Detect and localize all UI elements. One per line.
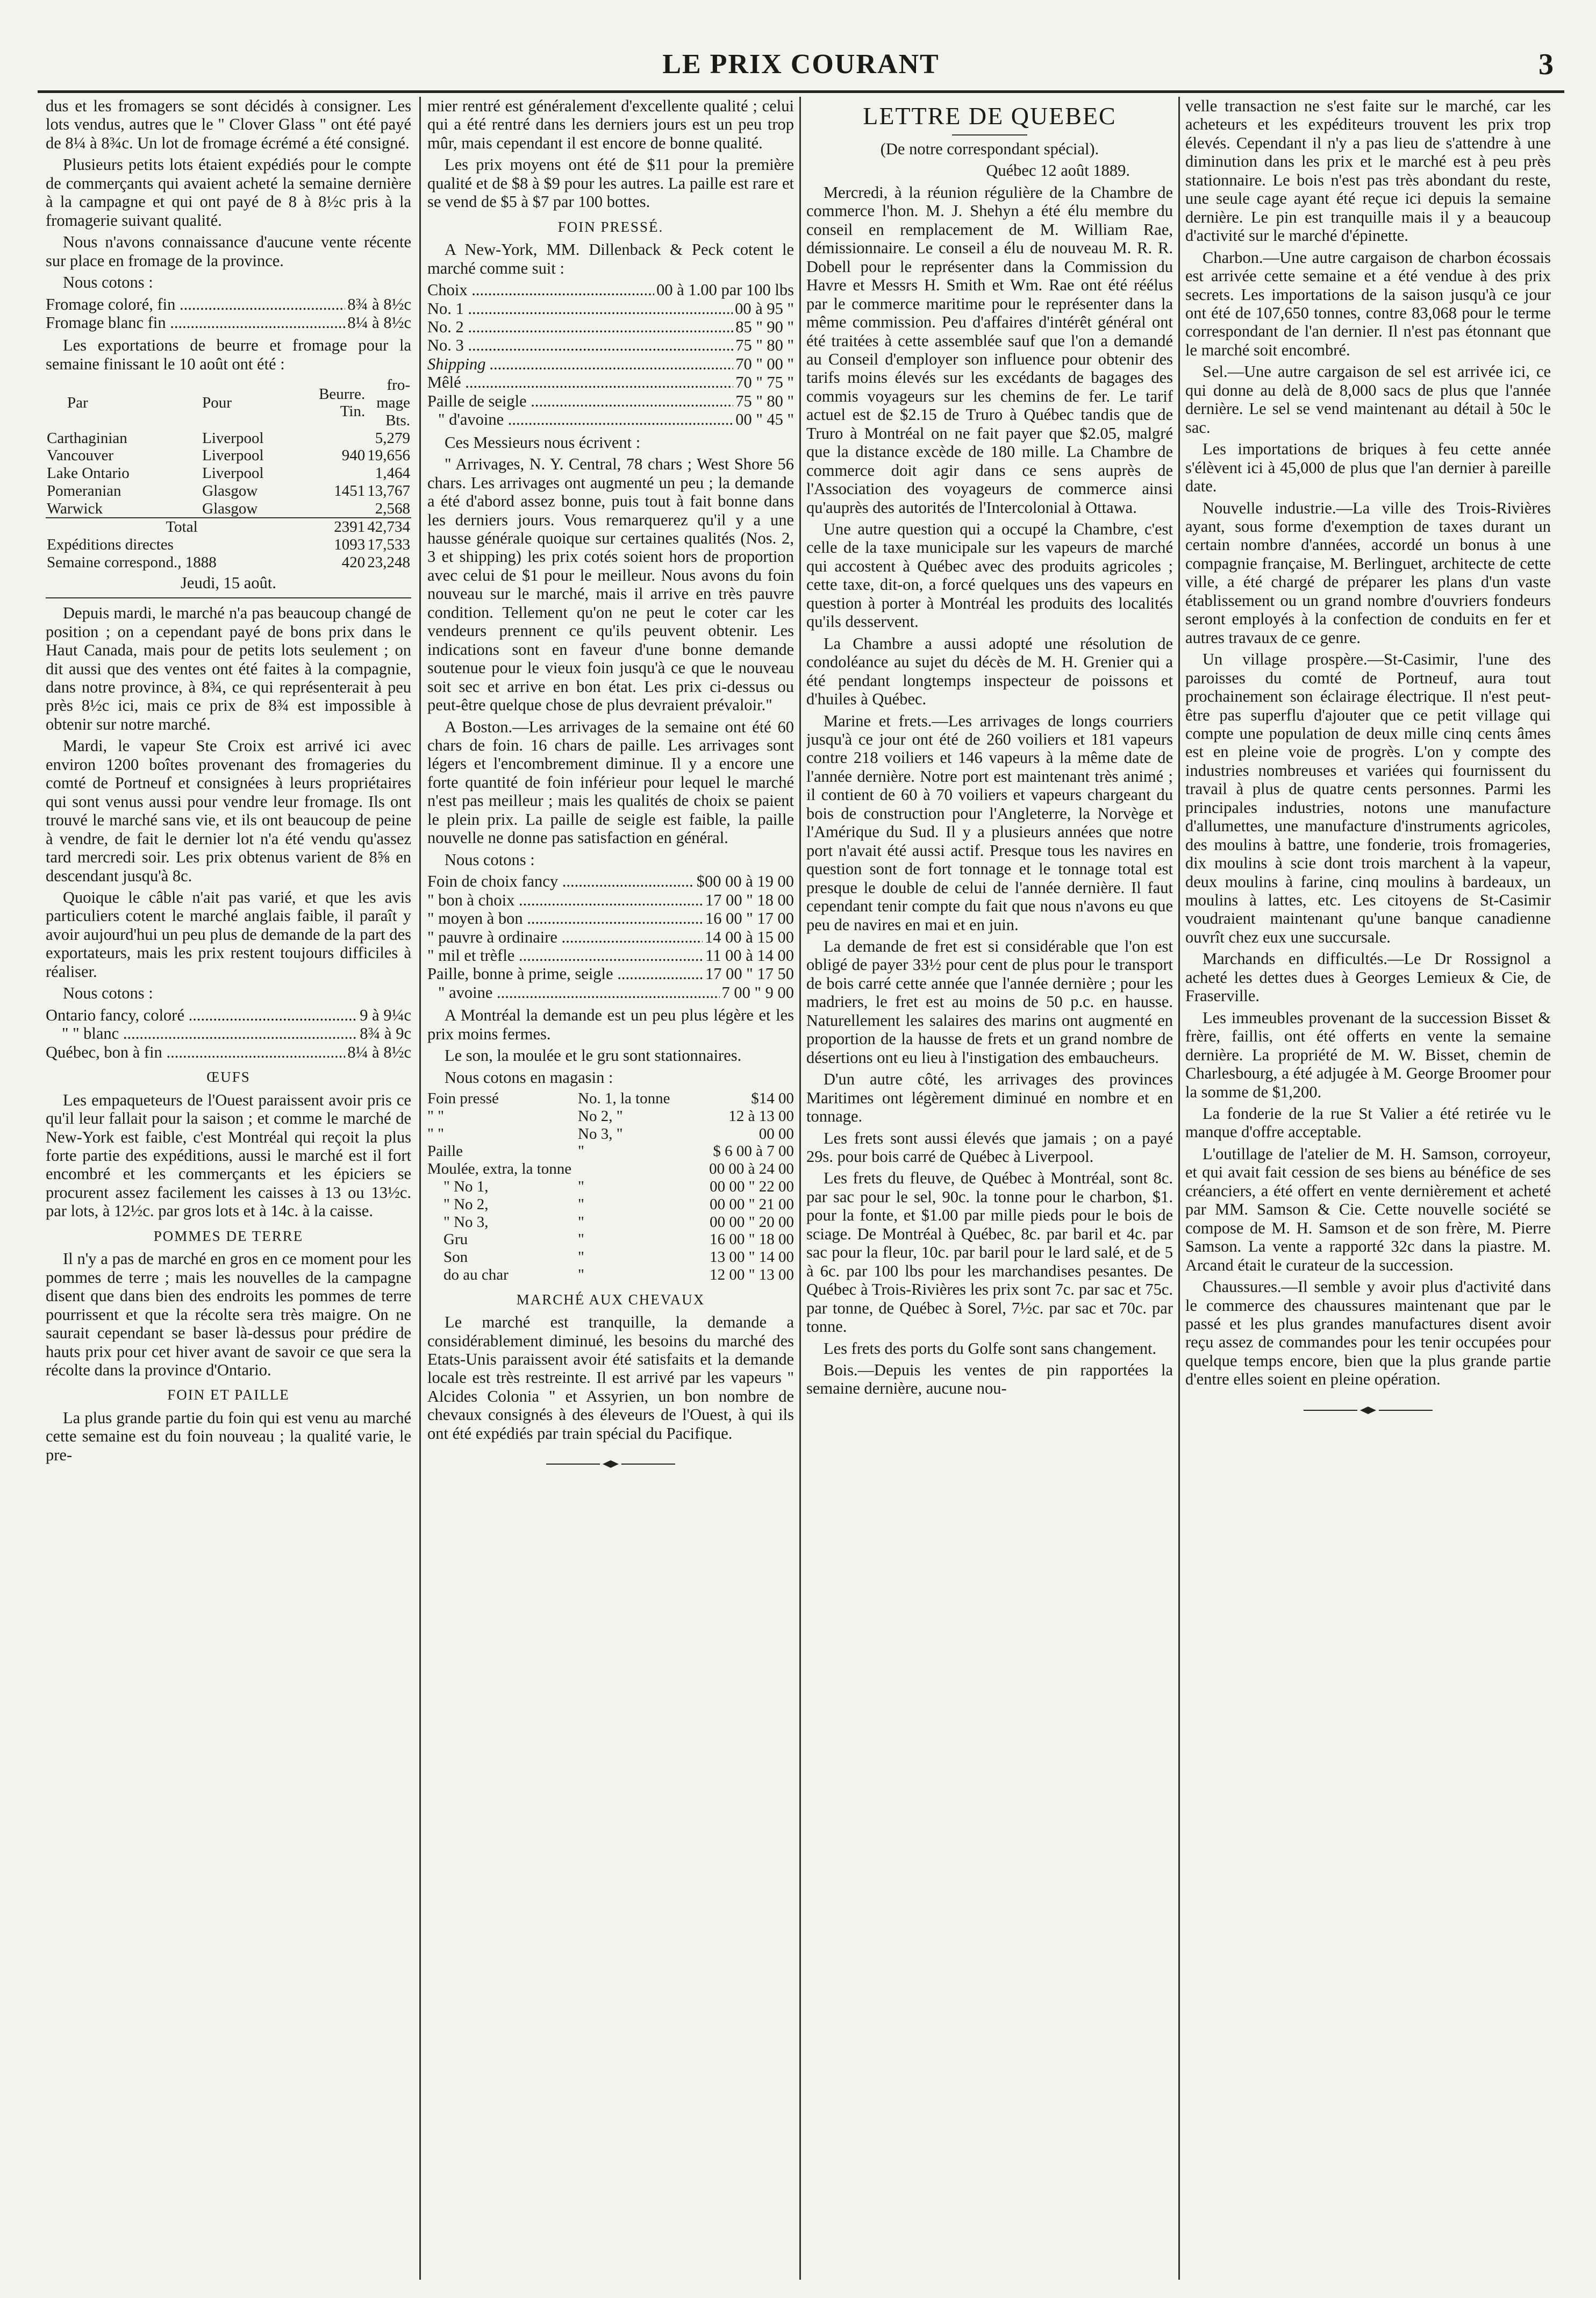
price-table	[427, 1090, 794, 1283]
paragraph: Mercredi, à la réunion régulière de la Chambre de commerce l'hon. M. J. Shehyn a été élu membre du conseil en remplacement de M. William Rae, démissionnaire. Le conseil a élu de nouveau M. R. R. Dobell pour le représenter dans la Commission du Havre et Messrs H. Smith et Wm. Rae ont été réélus par le commerce maritime pour le représenter dans la même commission. Peu d'affaires d'intérêt général ont été traitées à cette assemblée sauf que l'on a demandé au Conseil d'employer son influence pour obtenir des tarifs moins élevés sur les excédants de bagages des commis voyageurs sur les chemins de fer. Le tarif actuel est de $2.15 de Truro à Québec tandis que de Truro à Montréal on ne fait payer que $2.05, malgré que la distance excède de 180 mille. La Chambre de commerce doit agir dans ce sens auprès de l'Association des voyageurs de commerce ainsi qu'auprès des autorités de l'Intercolonial à Ottawa.	[806, 183, 1173, 517]
table-row: " No 2, " 00 00 " 21 00	[443, 1195, 794, 1213]
table-row: do au char " 12 00 " 13 00	[443, 1266, 794, 1283]
ornament-divider	[427, 1455, 794, 1474]
paragraph: A New-York, MM. Dillenback & Peck cotent le marché comme suit :	[427, 240, 794, 277]
ornament-icon	[1304, 1405, 1433, 1416]
price-row: Fromage blanc fin ..... 8¼ à 8½c	[46, 313, 411, 332]
paragraph: Bois.—Depuis les ventes de pin rapportées la semaine dernière, aucune nou-	[806, 1360, 1173, 1398]
paragraph: La fonderie de la rue St Valier a été retirée vu le manque d'offre acceptable.	[1185, 1104, 1551, 1141]
ornament-divider	[1185, 1402, 1551, 1420]
paragraph: Les importations de briques à feu cette année s'élèvent ici à 45,000 de plus que l'an dernier à pareille date.	[1185, 440, 1551, 496]
paragraph: Chaussures.—Il semble y avoir plus d'activité dans le commerce des chaussures maintenant que par le passé et les plus grandes manufactures disent avoir reçu assez de commandes pour les tenir occupées pour quelque temps encore, bien que la plus grande partie d'entre elles soient en pleine opération.	[1185, 1278, 1551, 1389]
price-row: " pauvre à ordinaire ..... 14 00 à 15 00	[427, 928, 794, 946]
price-row: " bon à choix ..... 17 00 " 18 00	[427, 891, 794, 909]
price-row: " mil et trèfle ..... 11 00 à 14 00	[427, 946, 794, 965]
cotons-label: Nous cotons :	[63, 984, 153, 1003]
section-heading: FOIN PRESSÉ.	[557, 218, 664, 235]
table-total-row: Total 2391 42,734	[46, 518, 411, 536]
table-row: Semaine correspond., 1888 420 23,248	[47, 554, 410, 571]
price-row: Choix ..... 00 à 1.00 par 100 lbs	[427, 281, 794, 299]
price-row: Paille, bonne à prime, seigle ..... 17 00 " 17 50	[427, 965, 794, 983]
table-row: Moulée, extra, la tonne 00 00 à 24 00	[427, 1160, 794, 1178]
section-heading: FOIN ET PAILLE	[167, 1387, 290, 1403]
paragraph: Les empaqueteurs de l'Ouest paraissent avoir pris ce qu'il leur fallait pour la saison ; et comme le marché de New-York est faible, c'est Montréal qui reçoit la plus forte partie des expéditions, aussi le marché est il fort encombré et les commerçants et les épiciers se procurent assez facilement les caisses à 13 ou 13½c. par lots, à 12½c. par gros lots et à 14c. à la caisse.	[46, 1090, 411, 1221]
paragraph: Le marché est tranquille, la demande a considérablement diminué, les besoins du marché des Etats-Unis paraissent avoir été satisfaits et la demande locale est très restreinte. Il est arrivé par les vapeurs " Alcides Colonia " et Assyrien, un bon nombre de chevaux consignés à des éleveurs de l'Ouest, à qui ils ont été expédiés par train spécial du Pacifique.	[427, 1313, 794, 1443]
paragraph: Charbon.—Une autre cargaison de charbon écossais est arrivée cette semaine et a été vendue à des prix secrets. Les importations de la saison jusqu'à ce jour ont été de 107,650 tonnes, contre 83,068 pour le terme correspondant de l'an dernier. Il n'est pas étonnant que le marché soit encombré.	[1185, 248, 1551, 359]
paragraph: Ces Messieurs nous écrivent :	[445, 433, 641, 452]
table-row: Lake Ontario Liverpool 1,464	[47, 465, 410, 482]
paragraph: La demande de fret est si considérable que l'on est obligé de payer 33½ pour cent de plus pour le transport de bois carré cette année que l'année dernière ; pour les madriers, le fret est au moins de 50 p.c. en hausse. Naturellement les salaires des marins ont augmenté en proportion de la hausse de frets et un grand nombre de désertions ont eu lieu à l'instigation des embaucheurs.	[806, 937, 1173, 1067]
paragraph: La plus grande partie du foin qui est venu au marché cette semaine est du foin nouveau ; la qualité varie, le pre-	[46, 1408, 411, 1464]
price-list	[46, 295, 411, 332]
table-header: Par Pour Beurre. Tin. fro-mage Bts.	[67, 376, 410, 429]
paragraph: Sel.—Une autre cargaison de sel est arrivée ici, ce qui donne au delà de 8,000 sacs de plus que l'année dernière. Le sel se vend maintenant au détail à 50c le sac.	[1185, 362, 1551, 437]
paragraph: Depuis mardi, le marché n'a pas beaucoup changé de position ; on a cependant payé de bons prix dans le Haut Canada, mais pour de petits lots seulement ; on dit aussi que des ventes ont été faites à la compagnie, dans notre province, à 8¾, ce qui représenterait à peu près 8½c ici, mais ce prix de 8¾ est impossible à obtenir sur notre marché.	[46, 604, 411, 733]
paragraph: Nous n'avons connaissance d'aucune vente récente sur place en fromage de la province.	[46, 233, 411, 270]
paragraph: Le son, la moulée et le gru sont stationnaires.	[445, 1046, 742, 1065]
price-row: " avoine ..... 7 00 " 9 00	[427, 983, 794, 1002]
column-rule	[1178, 97, 1180, 2280]
section-heading: MARCHÉ AUX CHEVAUX	[516, 1291, 705, 1308]
table-row: " No 1, " 00 00 " 22 00	[443, 1177, 794, 1195]
ornament-icon	[546, 1459, 675, 1469]
paragraph: Nouvelle industrie.—La ville des Trois-Rivières ayant, sous forme d'exemption de taxes durant un certain nombre d'années, accordé un bonus à une compagnie française, M. Berlinguet, architecte de cette ville, a été chargé de préparer les plans d'un vaste établissement ou un grand nombre d'ouvriers fondeurs seront employés à la confection de conduits en fer et autres travaux de ce genre.	[1185, 498, 1551, 647]
paragraph: Un village prospère.—St-Casimir, l'une des paroisses du comté de Portneuf, aura tout prochainement son éclairage électrique. Il n'est peut-être pas superflu d'ajouter que ce petit village qui compte une population de deux mille cinq cents âmes est en pleine voie de progrès. L'on y compte des industries nombreuses et variées qui fournissent du travail à plus de quatre cents personnes. Parmi les principales industries, notons une manufacture d'allumettes, une manufacture d'instruments agricoles, des moulins à battre, une fonderie, trois fromageries, dix moulins à scie dont trois marchent à la vapeur, deux moulins à farine, cinq moulins à bardeaux, un moulins à lattes, etc. Les citoyens de St-Casimir voudraient maintenant qu'une banque canadienne ouvrît chez eux une succursale.	[1185, 650, 1551, 946]
paragraph: Il n'y a pas de marché en gros en ce moment pour les pommes de terre ; mais les nouvelles de la campagne disent que dans bien des endroits les pommes de terre pourrissent et que la récolte sera très maigre. On ne saurait cependant se baser là-dessus pour prédire de hauts prix pour cet hiver avant de savoir ce que sera la récolte dans la province d'Ontario.	[46, 1250, 411, 1379]
article-subtitle: (De notre correspondant spécial).	[880, 139, 1099, 158]
article-title: LETTRE DE QUEBEC	[863, 102, 1117, 130]
section-heading: ŒUFS	[206, 1069, 251, 1086]
table-row: Expéditions directes 1093 17,533	[47, 536, 410, 554]
exports-table	[46, 376, 411, 571]
price-row: Québec, bon à fin ..... 8¼ à 8½c	[46, 1043, 411, 1061]
paragraph: velle transaction ne s'est faite sur le marché, car les acheteurs et les expéditeurs trouvent les prix trop élevés. Cependant il n'y a pas lieu de s'attendre à une diminution dans les prix et le marché est à peu près stationnaire. Le bois n'est pas très abondant du reste, une seule cage ayant été reçue ici depuis la semaine dernière. Le pin est tranquille mais il y a beaucoup d'activité sur le marché d'épinette.	[1185, 97, 1551, 245]
price-row: " moyen à bon ..... 16 00 " 17 00	[427, 909, 794, 927]
price-row: No. 2 ..... 85 " 90 "	[427, 318, 794, 336]
table-row: Vancouver Liverpool 940 19,656	[47, 447, 410, 465]
price-list	[427, 281, 794, 429]
paragraph: Les frets sont aussi élevés que jamais ; on a payé 29s. pour bois carré de Québec à Liverpool.	[806, 1129, 1173, 1166]
price-row: Foin de choix fancy ..... $00 00 à 19 00	[427, 872, 794, 890]
paragraph: Plusieurs petits lots étaient expédiés pour le compte de commerçants qui avaient acheté la semaine dernière à la campagne et qui ont payé de 8 à 8½c pris à la fromagerie suivant qualité.	[46, 155, 411, 230]
paragraph: A Boston.—Les arrivages de la semaine ont été 60 chars de foin. 16 chars de paille. Les arrivages sont légers et l'encombrement diminue. Il y a encore une forte quantité de foin inférieur pour lequel le marché n'est pas meilleur ; mais les qualités de choix se paient le plein prix. La paille de seigle est faible, la paille nouvelle ne donne pas satisfaction en général.	[427, 717, 794, 847]
price-row: " " blanc ..... 8¾ à 9c	[46, 1024, 411, 1043]
table-row: Carthaginian Liverpool 5,279	[47, 429, 410, 447]
paragraph: D'un autre côté, les arrivages des provinces Maritimes ont légèrement diminué en nombre et en tonnage.	[806, 1070, 1173, 1126]
dateline: Québec 12 août 1889.	[986, 161, 1130, 180]
table-row: " " No 2, " 12 à 13 00	[427, 1107, 794, 1125]
column-3	[806, 97, 1173, 2280]
price-row: Fromage coloré, fin ..... 8¾ à 8½c	[46, 295, 411, 313]
table-row: Foin pressé No. 1, la tonne $14 00	[427, 1090, 794, 1108]
column-2	[427, 97, 794, 2280]
paragraph: Marchands en difficultés.—Le Dr Rossignol a acheté les dettes dues à Georges Lemieux & Cie, de Fraserville.	[1185, 950, 1551, 1005]
paragraph: Les immeubles provenant de la succession Bisset & frère, faillis, ont été offerts en vente la semaine dernière. La propriété de M. W. Bisset, chemin de Charlesbourg, a été adjugée à M. George Broomer pour la somme de $1,200.	[1185, 1008, 1551, 1101]
table-row: Warwick Glasgow 2,568	[47, 499, 410, 517]
newspaper-title: LE PRIX COURANT	[662, 49, 940, 80]
paragraph: L'outillage de l'atelier de M. H. Samson, corroyeur, et qui avait fait cession de ses biens au bénéfice de ses créanciers, a été offert en vente dernièrement et acheté par MM. Samson & Cie. Cette nouvelle société se compose de M. H. Samson et de son frère, M. Pierre Samson. La vente a rapporté 32c dans la piastre. M. Arcand était le curateur de la succession.	[1185, 1144, 1551, 1274]
paragraph: Marine et frets.—Les arrivages de longs courriers jusqu'à ce jour ont été de 260 voiliers et 181 vapeurs contre 218 voiliers et 146 vapeurs à la même date de l'année dernière. Notre port est maintenant très animé ; il contient de 60 à 70 voiliers et vapeurs chargeant du bois de construction pour l'Angleterre, la Norvège et l'Amérique du Sud. Il y a plusieurs années que notre port n'avait été aussi actif. Presque tous les navires en question sont de fort tonnage et le tonnage total est presque le double de celui de l'année dernière. Il faut cependant tenir compte du fait que nous n'avons eu que peu de navires en mai et en juin.	[806, 711, 1173, 934]
paragraph: Les frets des ports du Golfe sont sans changement.	[824, 1339, 1157, 1358]
cotons-label: Nous cotons :	[63, 273, 153, 292]
price-row: Mêlé ..... 70 " 75 "	[427, 373, 794, 391]
price-list	[46, 1006, 411, 1061]
cotons-label: Nous cotons en magasin :	[445, 1068, 613, 1087]
column-1	[46, 97, 411, 2280]
section-heading: POMMES DE TERRE	[153, 1227, 304, 1244]
divider	[952, 134, 1027, 135]
paragraph: dus et les fromagers se sont décidés à consigner. Les lots vendus, autres que le " Clover Glass " ont été payé de 8¼ à 8¾c. Un lot de fromage écrémé a été consigné.	[46, 97, 411, 152]
price-list	[427, 872, 794, 1002]
paragraph: Les frets du fleuve, de Québec à Montréal, sont 8c. par sac pour le sel, 90c. la tonne pour le charbon, $1. pour la fonte, et $1.00 par mille pieds pour le bois de sciage. De Montréal à Québec, 8c. par baril et 4c. par sac pour la fleur, 10c. par baril pour le lard salé, et de 5 à 6c. par 100 lbs pour les marchandises pesantes. De Québec à Trois-Rivières les prix sont 7c. par sac et 75c. par tonne, de Québec à Sorel, 7½c. par sac et 70c. par tonne.	[806, 1169, 1173, 1336]
table-row: " " No 3, " 00 00	[427, 1125, 794, 1143]
masthead	[38, 43, 1564, 86]
column-4	[1185, 97, 1551, 2280]
paragraph: La Chambre a aussi adopté une résolution de condoléance au sujet du décès de M. H. Grenier qui a été pendant longtemps inspecteur de poissons et d'huiles à Québec.	[806, 634, 1173, 709]
page-number: 3	[1538, 48, 1554, 81]
price-row: No. 1 ..... 00 à 95 "	[427, 299, 794, 318]
price-row: Shipping ..... 70 " 00 "	[427, 355, 794, 373]
price-row: No. 3 ..... 75 " 80 "	[427, 336, 794, 354]
table-row: " No 3, " 00 00 " 20 00	[443, 1213, 794, 1231]
table-row: Paille " $ 6 00 à 7 00	[427, 1143, 794, 1160]
column-rule	[419, 97, 421, 2280]
price-row: Paille de seigle ..... 75 " 80 "	[427, 392, 794, 410]
dateline: Jeudi, 15 août.	[181, 573, 276, 592]
paragraph: A Montréal la demande est un peu plus légère et les prix moins fermes.	[427, 1006, 794, 1043]
paragraph: Une autre question qui a occupé la Chambre, c'est celle de la taxe municipale sur les vapeurs de marché qui accostent à Québec avec des produits agricoles ; cette taxe, dit-on, a forcé quelques uns des vapeurs en question à porter à Montréal les produits des localités qu'ils desservent.	[806, 520, 1173, 631]
paragraph: Les prix moyens ont été de $11 pour la première qualité et de $8 à $9 pour les autres. La paille est rare et se vend de $5 à $7 par 100 bottes.	[427, 155, 794, 211]
masthead-rule	[38, 90, 1564, 93]
table-row: Pomeranian Glasgow 1451 13,767	[47, 482, 410, 499]
column-rule	[799, 97, 801, 2280]
paragraph: mier rentré est généralement d'excellente qualité ; celui qui a été rentré dans les derniers jours est un peu trop mûr, mais cependant il est encore de bonne qualité.	[427, 97, 794, 152]
paragraph: Quoique le câble n'ait pas varié, et que les avis particuliers cotent le marché anglais faible, il paraît y avoir aujourd'hui un peu plus de demande de la part des exportateurs, mais les prix restent toujours difficiles à réaliser.	[46, 888, 411, 981]
table-row: Son " 13 00 " 14 00	[443, 1248, 794, 1266]
price-row: Ontario fancy, coloré ..... 9 à 9¼c	[46, 1006, 411, 1024]
paragraph: Les exportations de beurre et fromage pour la semaine finissant le 10 août ont été :	[46, 336, 411, 373]
price-row: " d'avoine ..... 00 " 45 "	[427, 410, 794, 429]
paragraph: " Arrivages, N. Y. Central, 78 chars ; West Shore 56 chars. Les arrivages ont augmenté un peu ; la demande a été d'abord assez bonne, puis tout à fait bonne dans les derniers jours. Vous remarquerez qu'il y a une hausse générale quoique sur certaines qualités (Nos. 2, 3 et shipping) les prix cotés soient hors de proportion avec celui de $1 pour le meilleur. Nous avons du foin nouveau sur le marché, mais il arrive en très pauvre condition. Tellement qu'on ne peut le coter car les vendeurs prennent ce qu'ils peuvent obtenir. Les indications sont en faveur d'une bonne demande soutenue pour le vieux foin jusqu'à ce que le nouveau soit sec et arrive en bon état. Les prix ci-dessus ou peut-être quelque chose de plus devraient prévaloir."	[427, 455, 794, 715]
table-row: Gru " 16 00 " 18 00	[443, 1231, 794, 1248]
paragraph: Mardi, le vapeur Ste Croix est arrivé ici avec environ 1200 boîtes provenant des fromageries du comté de Portneuf et consignées à leurs propriétaires qui sont venus aussi pour vendre leur fromage. Ils ont trouvé le marché sans vie, et ils ont beaucoup de peine à vendre, de fait le dernier lot n'a été vendu qu'assez tard mercredi soir. Les prix obtenus varient de 8⅝ en descendant jusqu'à 8c.	[46, 737, 411, 885]
cotons-label: Nous cotons :	[445, 850, 535, 869]
divider	[46, 597, 411, 598]
